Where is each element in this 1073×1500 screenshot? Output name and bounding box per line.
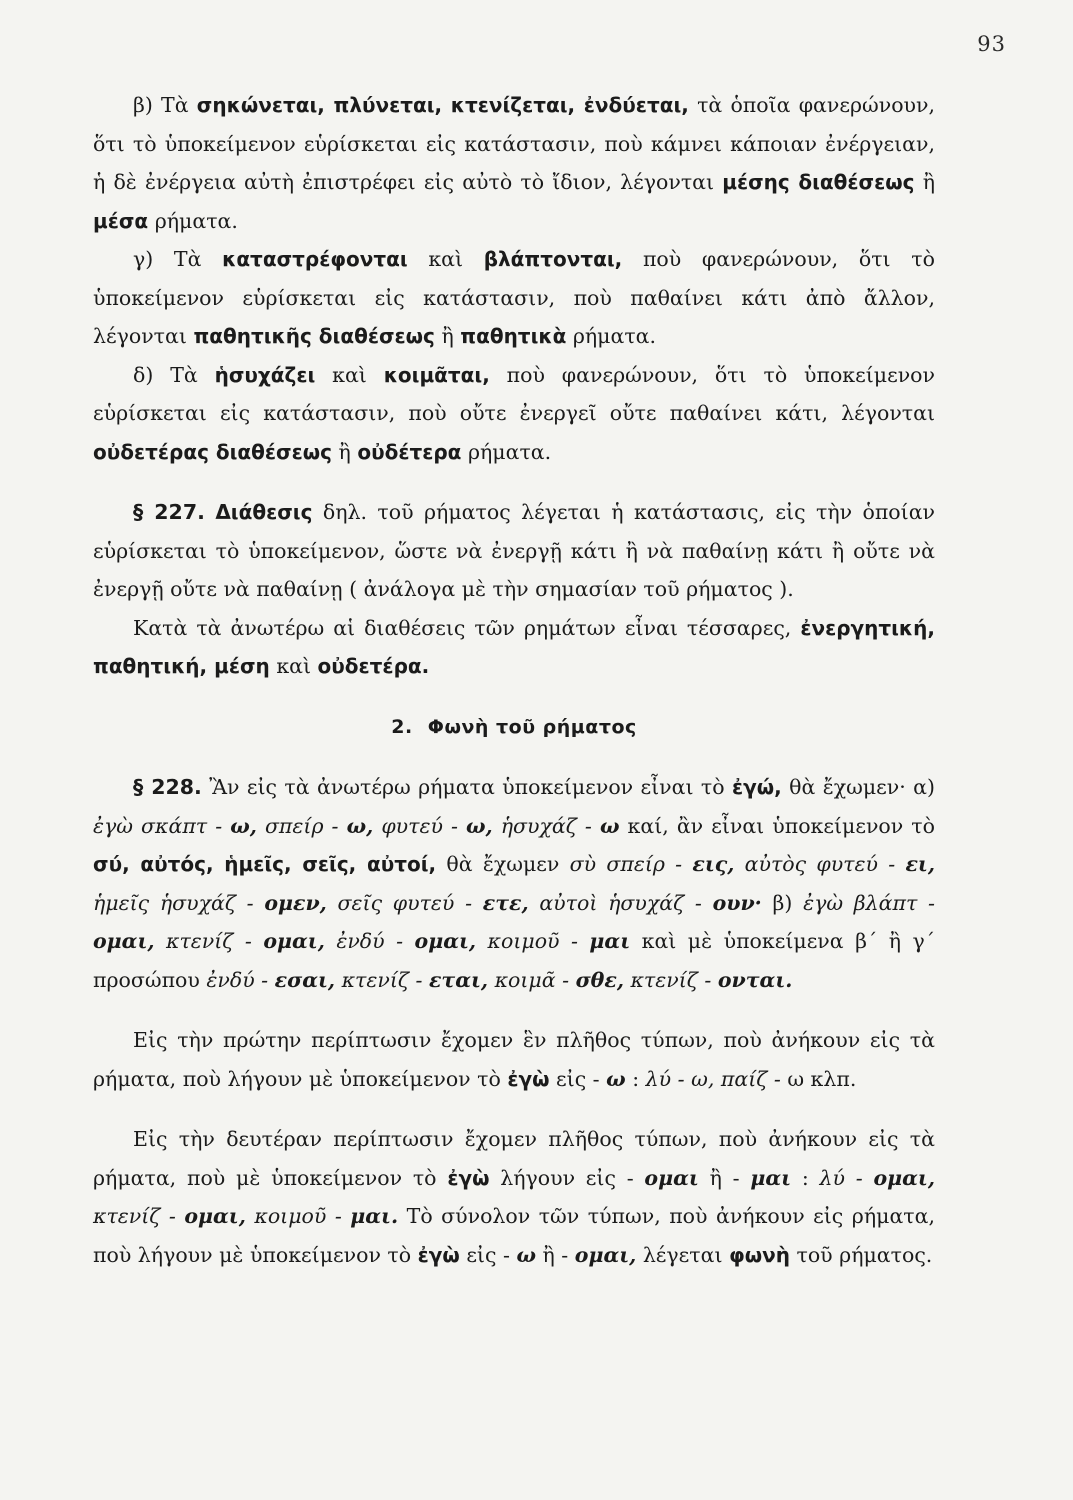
page-number: 93 xyxy=(977,32,1006,56)
paragraph-beta: β) Τὰ σηκώνεται, πλύνεται, κτενίζεται, ἐνδύεται, τὰ ὁποῖα φανερώνουν, ὅτι τὸ ὑποκείμενον εὑρίσκεται εἰς κατάστασιν, ποὺ κάμνει κάποιαν ἐνέργειαν, ἡ δὲ ἐνέργεια αὐτὴ ἐπιστρέφει εἰς αὐτὸ τὸ ἴδιον, λέγονται μέσης διαθέσεως ἢ μέσα ρήματα. xyxy=(93,93,935,233)
paragraph-gamma: γ) Τὰ καταστρέφονται καὶ βλάπτονται, ποὺ φανερώνουν, ὅτι τὸ ὑποκείμενον εὑρίσκεται εἰς κατάστασιν, ποὺ παθαίνει κάτι ἀπὸ ἄλλον, λέγονται παθητικῆς διαθέσεως ἢ παθητικὰ ρήματα. xyxy=(93,247,935,348)
body-text xyxy=(93,86,935,1274)
section-number-227: § 227. xyxy=(133,500,205,524)
section-heading: 2. Φωνὴ τοῦ ρήματος xyxy=(391,715,637,738)
paragraph-second-case: Εἰς τὴν δευτέραν περίπτωσιν ἔχομεν πλῆθος τύπων, ποὺ ἀνήκουν εἰς τὰ ρήματα, ποὺ μὲ ὑποκείμενον τὸ ἐγὼ λήγουν εἰς - ομαι ἢ - μαι : λύ - ομαι, κτενίζ - ομαι, κοιμοῦ - μαι. Τὸ σύνολον τῶν τύπων, ποὺ ἀνήκουν εἰς ρήματα, ποὺ λήγουν μὲ ὑποκείμενον τὸ ἐγὼ εἰς - ω ἢ - ομαι, λέγεται φωνὴ τοῦ ρήματος. xyxy=(93,1127,935,1267)
paragraph-227: § 227. Διάθεσις δηλ. τοῦ ρήματος λέγεται ἡ κατάστασις, εἰς τὴν ὁποίαν εὑρίσκεται τὸ ὑποκείμενον, ὥστε νὰ ἐνεργῇ κάτι ἢ νὰ παθαίνῃ κάτι ἢ οὔτε νὰ ἐνεργῇ οὔτε νὰ παθαίνῃ ( ἀνάλογα μὲ τὴν σημασίαν τοῦ ρήματος ). xyxy=(93,500,935,601)
section-number-228: § 228. xyxy=(133,775,202,799)
paragraph-summary: Κατὰ τὰ ἀνωτέρω αἱ διαθέσεις τῶν ρημάτων εἶναι τέσσαρες, ἐνεργητική, παθητική, μέση καὶ οὐδετέρα. xyxy=(93,615,935,678)
paragraph-first-case: Εἰς τὴν πρώτην περίπτωσιν ἔχομεν ἓν πλῆθος τύπων, ποὺ ἀνήκουν εἰς τὰ ρήματα, ποὺ λήγουν μὲ ὑποκείμενον τὸ ἐγὼ εἰς - ω : λύ - ω, παίζ - ω κλπ. xyxy=(93,1028,935,1091)
paragraph-delta: δ) Τὰ ἡσυχάζει καὶ κοιμᾶται, ποὺ φανερώνουν, ὅτι τὸ ὑποκείμενον εὑρίσκεται εἰς κατάστασιν, ποὺ οὔτε ἐνεργεῖ οὔτε παθαίνει κάτι, λέγονται οὐδετέρας διαθέσεως ἢ οὐδέτερα ρήματα. xyxy=(93,362,935,464)
paragraph-228: § 228. Ἂν εἰς τὰ ἀνωτέρω ρήματα ὑποκείμενον εἶναι τὸ ἐγώ, θὰ ἔχωμεν· α) ἐγὼ σκάπτ - ω, σπείρ - ω, φυτεύ - ω, ἡσυχάζ - ω καί, ἂν εἶναι ὑποκείμενον τὸ σύ, αὐτός, ἡμεῖς, σεῖς, αὐτοί, θὰ ἔχωμεν σὺ σπείρ - εις, αὐτὸς φυτεύ - ει, ἡμεῖς ἡσυχάζ - ομεν, σεῖς φυτεύ - ετε, αὐτοὶ ἡσυχάζ - ουν· β) ἐγὼ βλάπτ - ομαι, κτενίζ - ομαι, ἐνδύ - ομαι, κοιμοῦ - μαι καὶ μὲ ὑποκείμενα β΄ ἢ γ΄ προσώπου ἐνδύ - εσαι, κτενίζ - εται, κοιμᾶ - σθε, κτενίζ - ονται. xyxy=(93,775,935,992)
